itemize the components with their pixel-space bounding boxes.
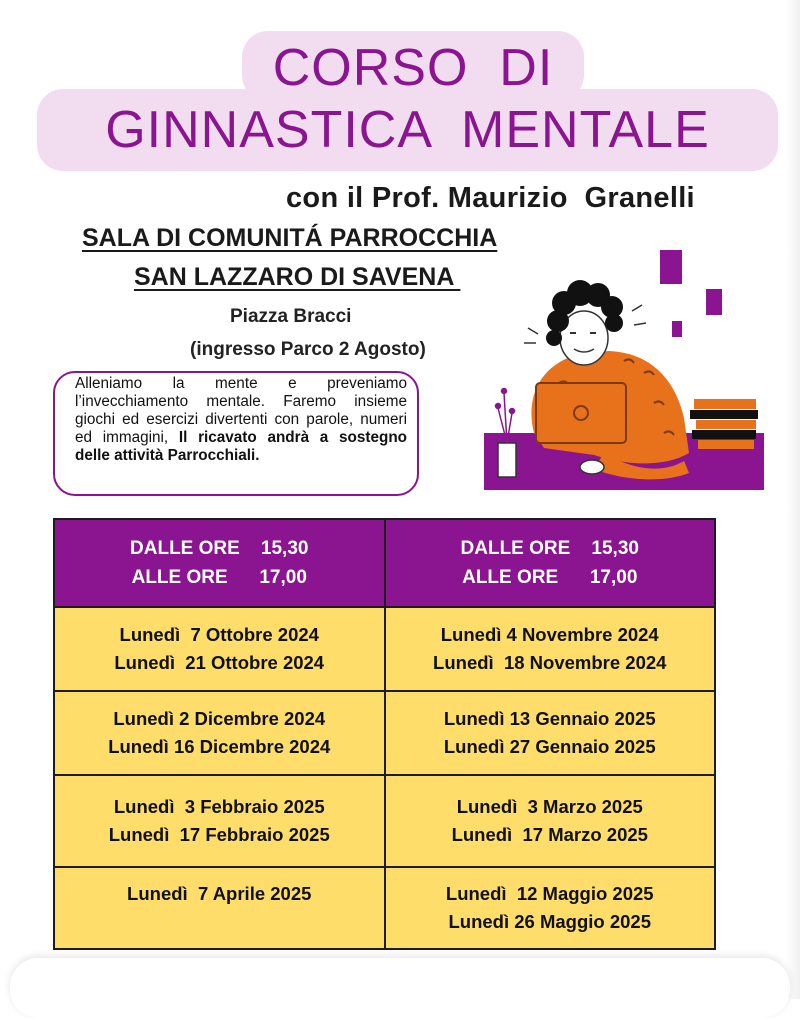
schedule-date-cell <box>385 775 716 867</box>
session-date: Lunedì 3 Febbraio 2025 <box>113 796 325 817</box>
course-title-line2: GINNASTICA MENTALE <box>105 101 710 159</box>
schedule-date-cell <box>54 691 385 775</box>
schedule-row <box>54 775 715 867</box>
vase-icon <box>498 443 516 477</box>
session-date: Lunedì 12 Maggio 2025 <box>445 883 654 904</box>
session-date: Lunedì 17 Febbraio 2025 <box>108 824 330 845</box>
session-date: Lunedì 3 Marzo 2025 <box>456 796 643 817</box>
purple-square-icon <box>672 321 682 337</box>
venue-street: Piazza Bracci <box>230 306 352 327</box>
edge-shadow <box>786 0 800 999</box>
schedule-date-cell <box>54 867 385 949</box>
person-at-laptop-illustration <box>484 243 770 493</box>
venue-entrance: (ingresso Parco 2 Agosto) <box>190 339 426 360</box>
laptop-icon <box>536 383 626 443</box>
session-date: Lunedì 2 Dicembre 2024 <box>113 708 326 729</box>
time-to: ALLE ORE 17,00 <box>462 567 638 588</box>
description-bold: Il ricavato andrà a sostegno delle attività Parrocchiali. <box>75 429 408 464</box>
session-date: Lunedì 27 Gennaio 2025 <box>443 736 656 757</box>
description-body: Alleniamo la mente e preveniamo l’invecchiamento mentale. Faremo insieme giochi ed esercizi divertenti con parole, numeri ed immagini, <box>75 375 407 446</box>
schedule-date-cell <box>54 607 385 691</box>
schedule-date-cell <box>54 775 385 867</box>
schedule-date-cell <box>385 691 716 775</box>
schedule-row <box>54 691 715 775</box>
books-stack-icon <box>690 399 758 449</box>
session-date: Lunedì 13 Gennaio 2025 <box>443 708 656 729</box>
bottom-sheet-card <box>10 958 790 1018</box>
schedule-header-row <box>54 519 715 607</box>
schedule-row <box>54 607 715 691</box>
venue-line2: SAN LAZZARO DI SAVENA <box>134 263 461 291</box>
session-date: Lunedì 21 Ottobre 2024 <box>114 652 325 673</box>
session-date: Lunedì 4 Novembre 2024 <box>440 624 659 645</box>
session-date: Lunedì 17 Marzo 2025 <box>451 824 648 845</box>
venue-line1: SALA DI COMUNITÁ PARROCCHIA <box>82 224 498 252</box>
time-from: DALLE ORE 15,30 <box>460 538 639 559</box>
schedule-time-cell <box>54 519 385 607</box>
schedule-row <box>54 867 715 949</box>
schedule-time-cell <box>385 519 716 607</box>
schedule-date-cell <box>385 867 716 949</box>
purple-square-icon <box>660 250 682 284</box>
teacher-name: con il Prof. Maurizio Granelli <box>286 182 695 214</box>
time-to: ALLE ORE 17,00 <box>131 567 307 588</box>
session-date: Lunedì 18 Novembre 2024 <box>433 652 667 673</box>
session-date: Lunedì 7 Aprile 2025 <box>127 883 312 904</box>
session-date: Lunedì 26 Maggio 2025 <box>448 911 652 932</box>
schedule-table <box>53 518 716 950</box>
purple-square-icon <box>706 289 722 315</box>
time-from: DALLE ORE 15,30 <box>130 538 309 559</box>
description-text <box>75 375 407 465</box>
session-date: Lunedì 16 Dicembre 2024 <box>108 736 331 757</box>
session-date: Lunedì 7 Ottobre 2024 <box>119 624 319 645</box>
course-title-line1: CORSO DI <box>272 39 554 97</box>
hand-icon <box>580 460 604 474</box>
schedule-date-cell <box>385 607 716 691</box>
